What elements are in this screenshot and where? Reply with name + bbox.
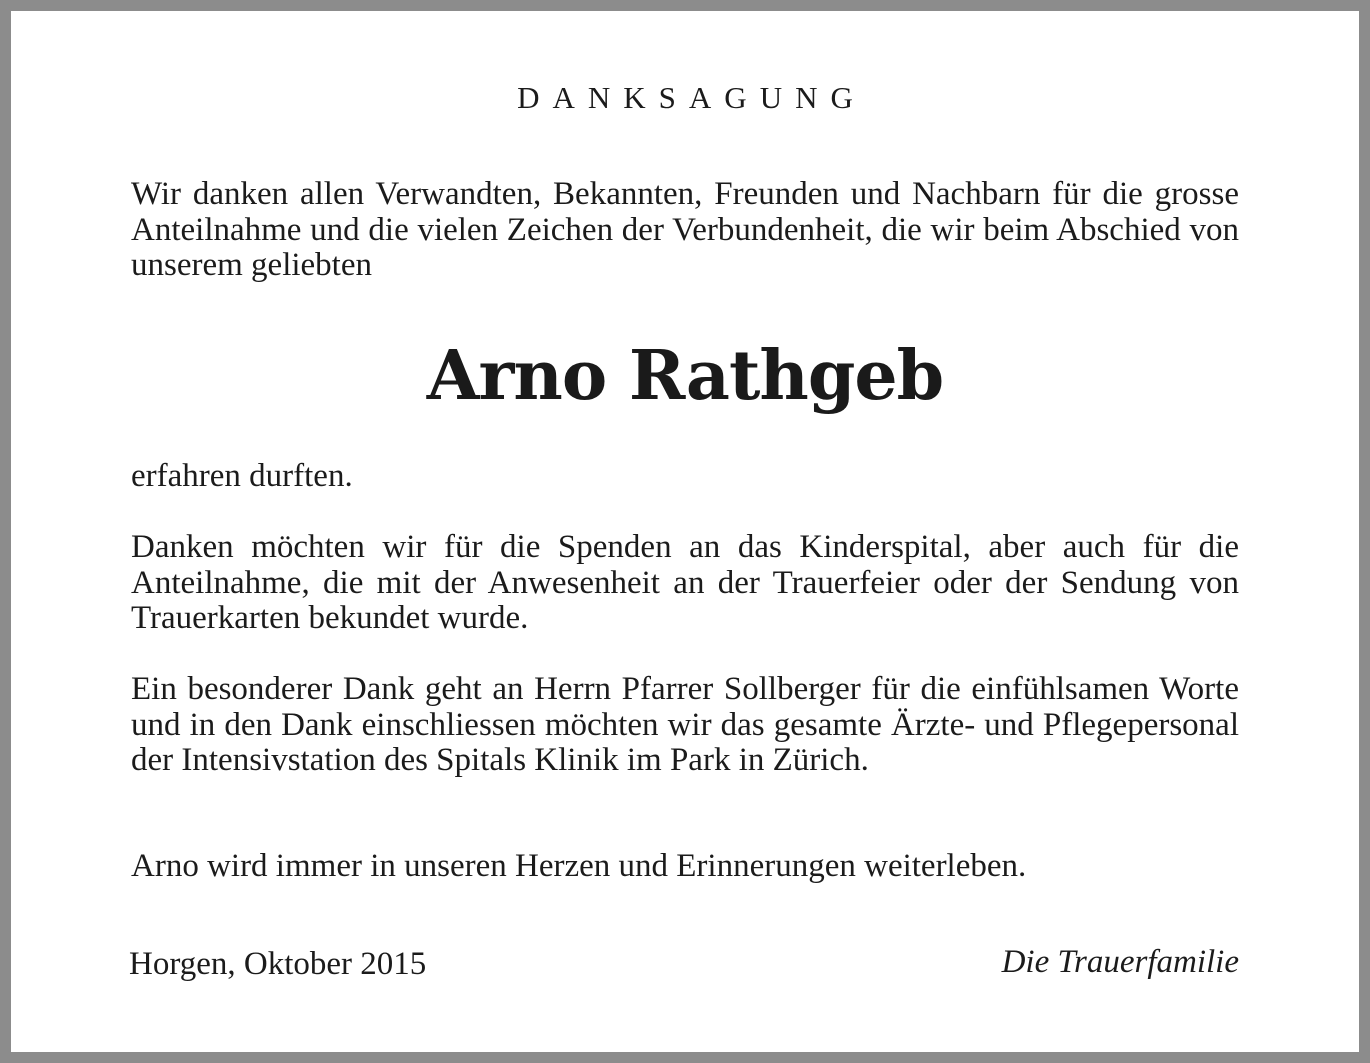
after-name-line: erfahren durften. <box>131 458 353 494</box>
notice-heading: DANKSAGUNG <box>517 80 866 115</box>
donations-paragraph: Danken möchten wir für die Spenden an das Kinderspital, aber auch für die Anteilnahme, die mit der Anwesenheit an der Trauerfeier oder der Sendung von Trauerkarten bekundet wurde. <box>131 529 1239 636</box>
signature: Die Trauerfamilie <box>1001 944 1239 980</box>
place-date: Horgen, Oktober 2015 <box>129 946 427 982</box>
special-thanks-paragraph: Ein besonderer Dank geht an Herrn Pfarrer Sollberger für die einfühlsamen Worte und in den Dank einschliessen möchten wir das gesamte Ärzte- und Pflegepersonal der Intensivstation des Spitals Klinik im Park in Zürich. <box>131 671 1239 778</box>
intro-paragraph: Wir danken allen Verwandten, Bekannten, Freunden und Nachbarn für die grosse Anteilnahme und die vielen Zeichen der Verbundenheit, die wir beim Abschied von unserem geliebten <box>131 176 1239 283</box>
deceased-name: Arno Rathgeb <box>426 336 944 416</box>
closing-line: Arno wird immer in unseren Herzen und Erinnerungen weiterleben. <box>131 848 1027 884</box>
